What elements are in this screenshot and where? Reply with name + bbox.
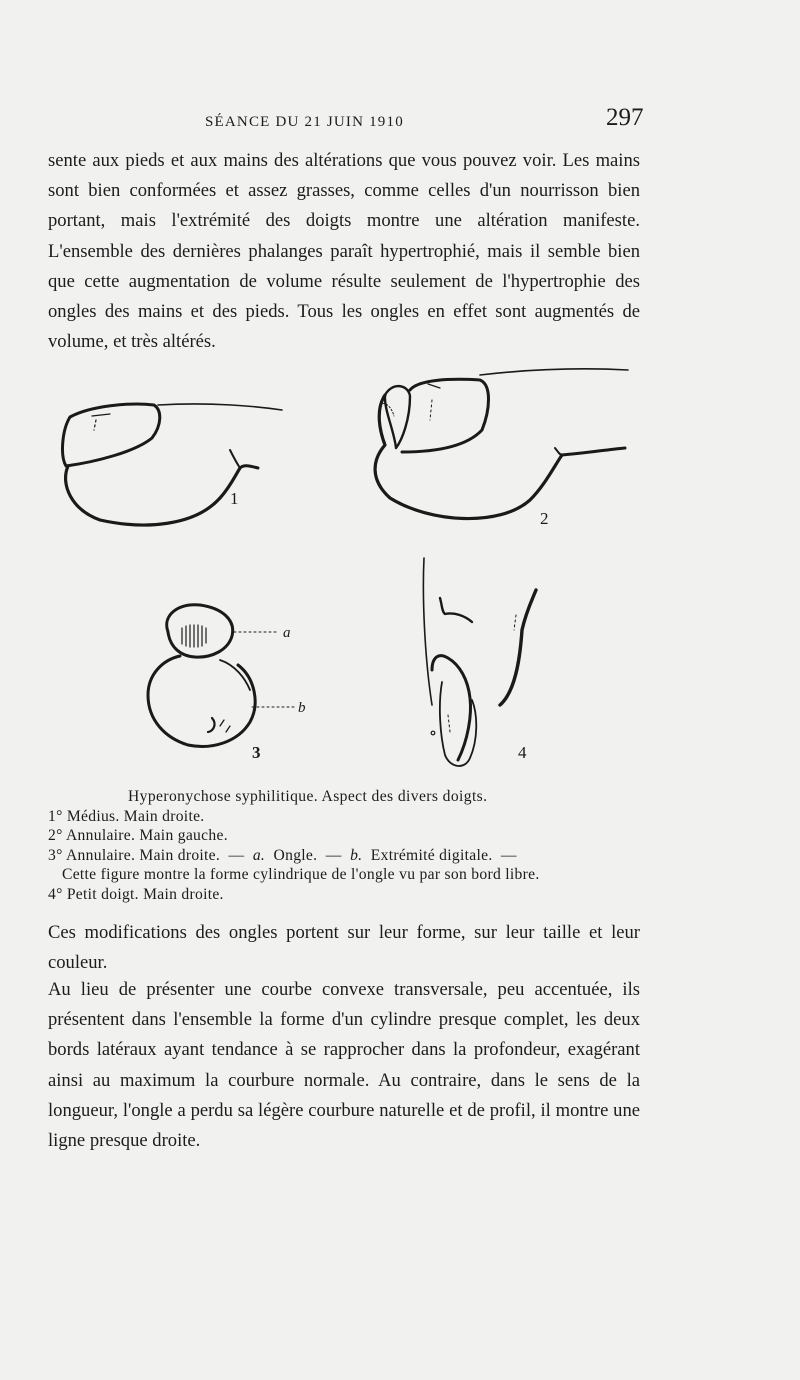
- figure-number-2: 2: [540, 509, 549, 528]
- figure-number-4: 4: [518, 743, 527, 762]
- figure-4-drawing: [423, 558, 536, 766]
- caption-item-3-main: 3° Annulaire. Main droite.: [48, 846, 221, 864]
- caption-item-2: 2° Annulaire. Main gauche.: [48, 827, 228, 844]
- caption-item-3: [48, 846, 648, 866]
- paragraph-modifications: Ces modifications des ongles portent sur leur forme, sur leur taille et leur couleur.: [48, 922, 640, 974]
- figure-3-drawing: [148, 605, 295, 747]
- figure-1-drawing: [63, 404, 282, 525]
- figure-2-drawing: [375, 369, 628, 519]
- caption-b-text: Extrémité digitale.: [370, 846, 493, 864]
- caption-dash: —: [500, 846, 517, 864]
- caption-item-4: 4° Petit doigt. Main droite.: [48, 885, 224, 903]
- running-head: SÉANCE DU 21 JUIN 1910: [205, 114, 404, 130]
- caption-dash: —: [228, 846, 245, 864]
- label-b: b: [298, 700, 306, 716]
- paragraph-curvature: Au lieu de présenter une courbe convexe transversale, peu accentuée, ils présentent dans l'ensemble la forme d'un cylindre presque complet, les deux bords latéraux ayant tendance à se rapprocher dans la profondeur, exagérant ainsi au maximum la courbure normale. Au contraire, dans le sens de la longueur, l'ongle a perdu sa légère courbure naturelle et de profil, il montre une ligne presque droite.: [48, 979, 640, 1152]
- caption-title: Hyperonychose syphilitique. Aspect des divers doigts.: [128, 788, 488, 805]
- page-header: [0, 104, 800, 138]
- paragraph-intro: sente aux pieds et aux mains des altérations que vous pouvez voir. Les mains sont bien conformées et assez grasses, comme celles d'un nourrisson bien portant, mais l'extrémité des doigts montre une altération manifeste. L'ensemble des dernières phalanges paraît hypertrophié, mais il semble bien que cette augmentation de volume résulte seulement de l'hypertrophie des ongles des mains et des pieds. Tous les ongles en effet sont augmentés de volume, et très altérés.: [48, 150, 640, 353]
- caption-letter-a: a.: [252, 846, 266, 864]
- label-a: a: [283, 625, 291, 641]
- figure-number-3: 3: [252, 743, 261, 762]
- figure-caption: [48, 787, 648, 904]
- page-number: 297: [606, 104, 644, 131]
- caption-item-1: 1° Médius. Main droite.: [48, 807, 205, 825]
- caption-a-text: Ongle.: [273, 846, 318, 864]
- figure-number-1: 1: [230, 489, 239, 508]
- caption-item-3-continuation: Cette figure montre la forme cylindrique de l'ongle vu par son bord libre.: [62, 866, 540, 883]
- caption-dash: —: [325, 846, 342, 864]
- caption-letter-b: b.: [350, 846, 363, 864]
- finger-illustrations: [40, 360, 640, 780]
